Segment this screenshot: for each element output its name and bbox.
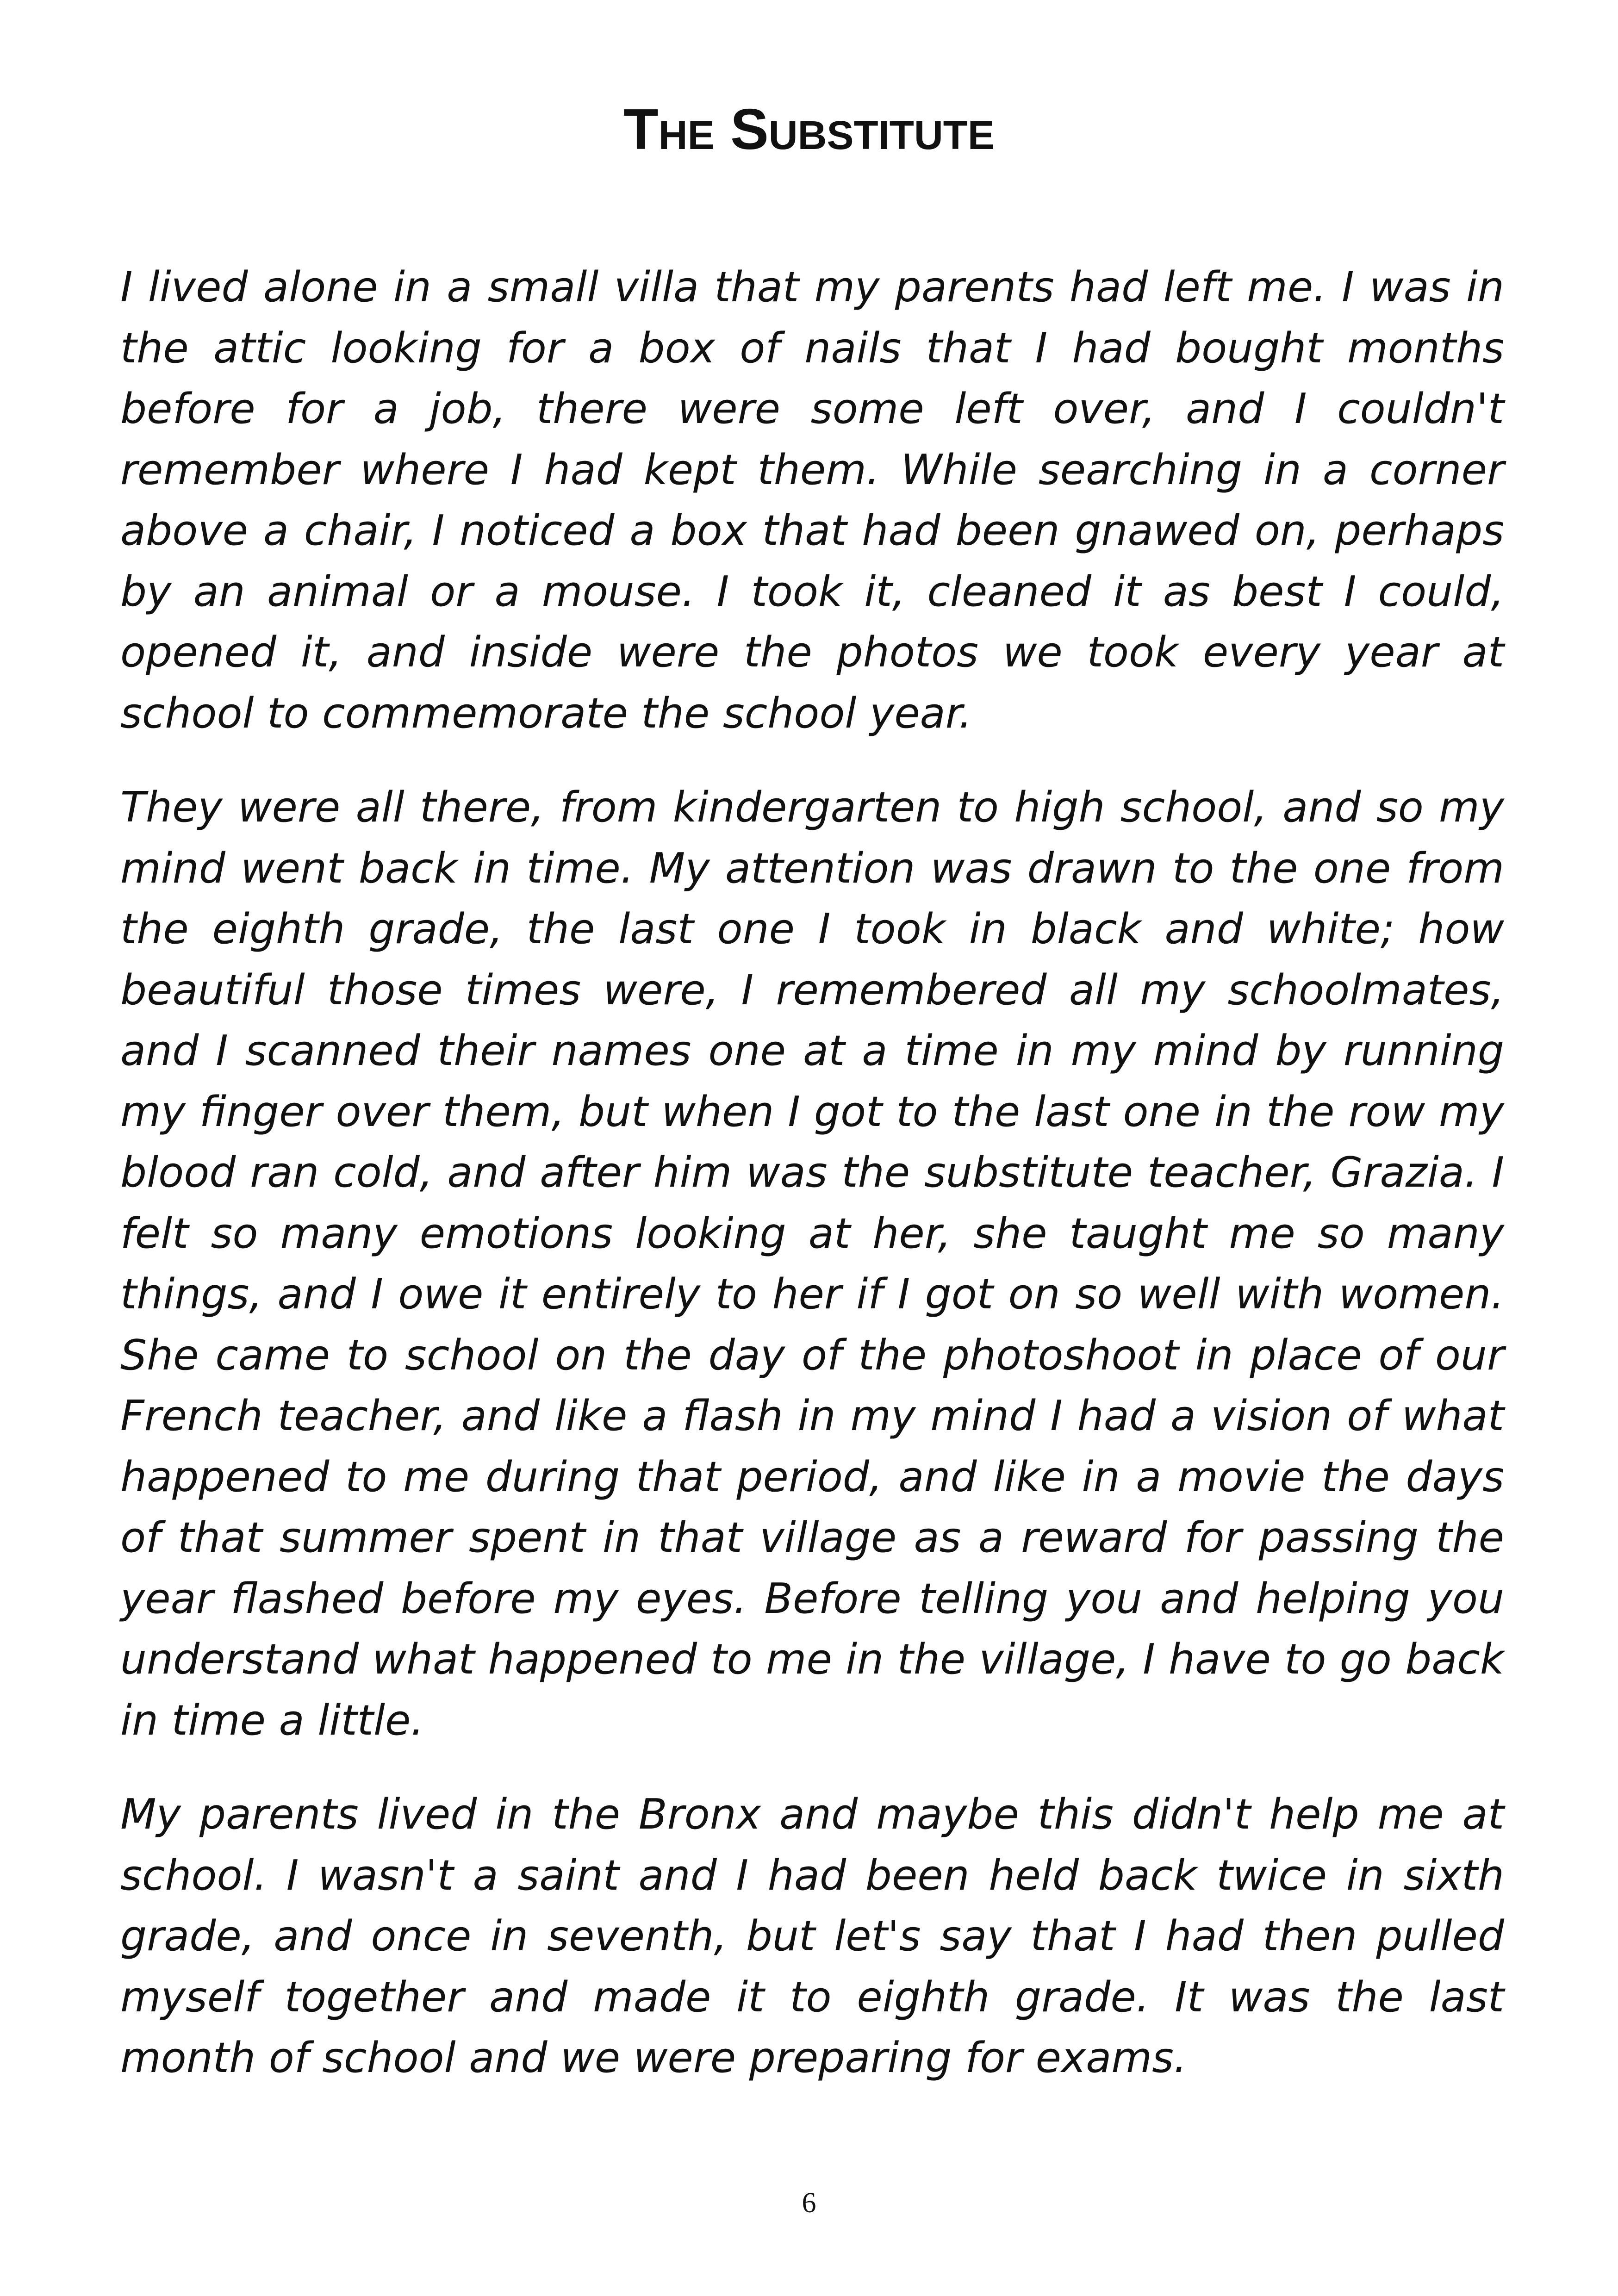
paragraph-3: My parents lived in the Bronx and maybe this didn't help me at school. I wasn't a saint and I had been held back twice in sixth grade, and once in seventh, but let's say that I had then pulled myself together and made it to eighth grade. It was the last month of school and we were preparing for exams. [120, 1790, 1504, 2082]
page-number: 6 [802, 2187, 816, 2219]
chapter-body [120, 257, 1504, 2122]
paragraph-1: I lived alone in a small villa that my parents had left me. I was in the attic looking for a box of nails that I had bought months before for a job, there were some left over, and I couldn't remember where I had kept them. While searching in a corner above a chair, I noticed a box that had been gnawed on, perhaps by an animal or a mouse. I took it, cleaned it as best I could, opened it, and inside were the photos we took every year at school to commemorate the school year. [120, 263, 1504, 738]
chapter-title: The Substitute [623, 98, 995, 162]
paragraph-2: They were all there, from kindergarten to high school, and so my mind went back in time. My attention was drawn to the one from the eighth grade, the last one I took in black and white; how beautiful those times were, I remembered all my schoolmates, and I scanned their names one at a time in my mind by running my finger over them, but when I got to the last one in the row my blood ran cold, and after him was the substitute teacher, Grazia. I felt so many emotions looking at her, she taught me so many things, and I owe it entirely to her if I got on so well with women. She came to school on the day of the photoshoot in place of our French teacher, and like a flash in my mind I had a vision of what happened to me during that period, and like in a movie the days of that summer spent in that village as a reward for passing the year flashed before my eyes. Before telling you and helping you understand what happened to me in the village, I have to go back in time a little. [120, 783, 1504, 1745]
